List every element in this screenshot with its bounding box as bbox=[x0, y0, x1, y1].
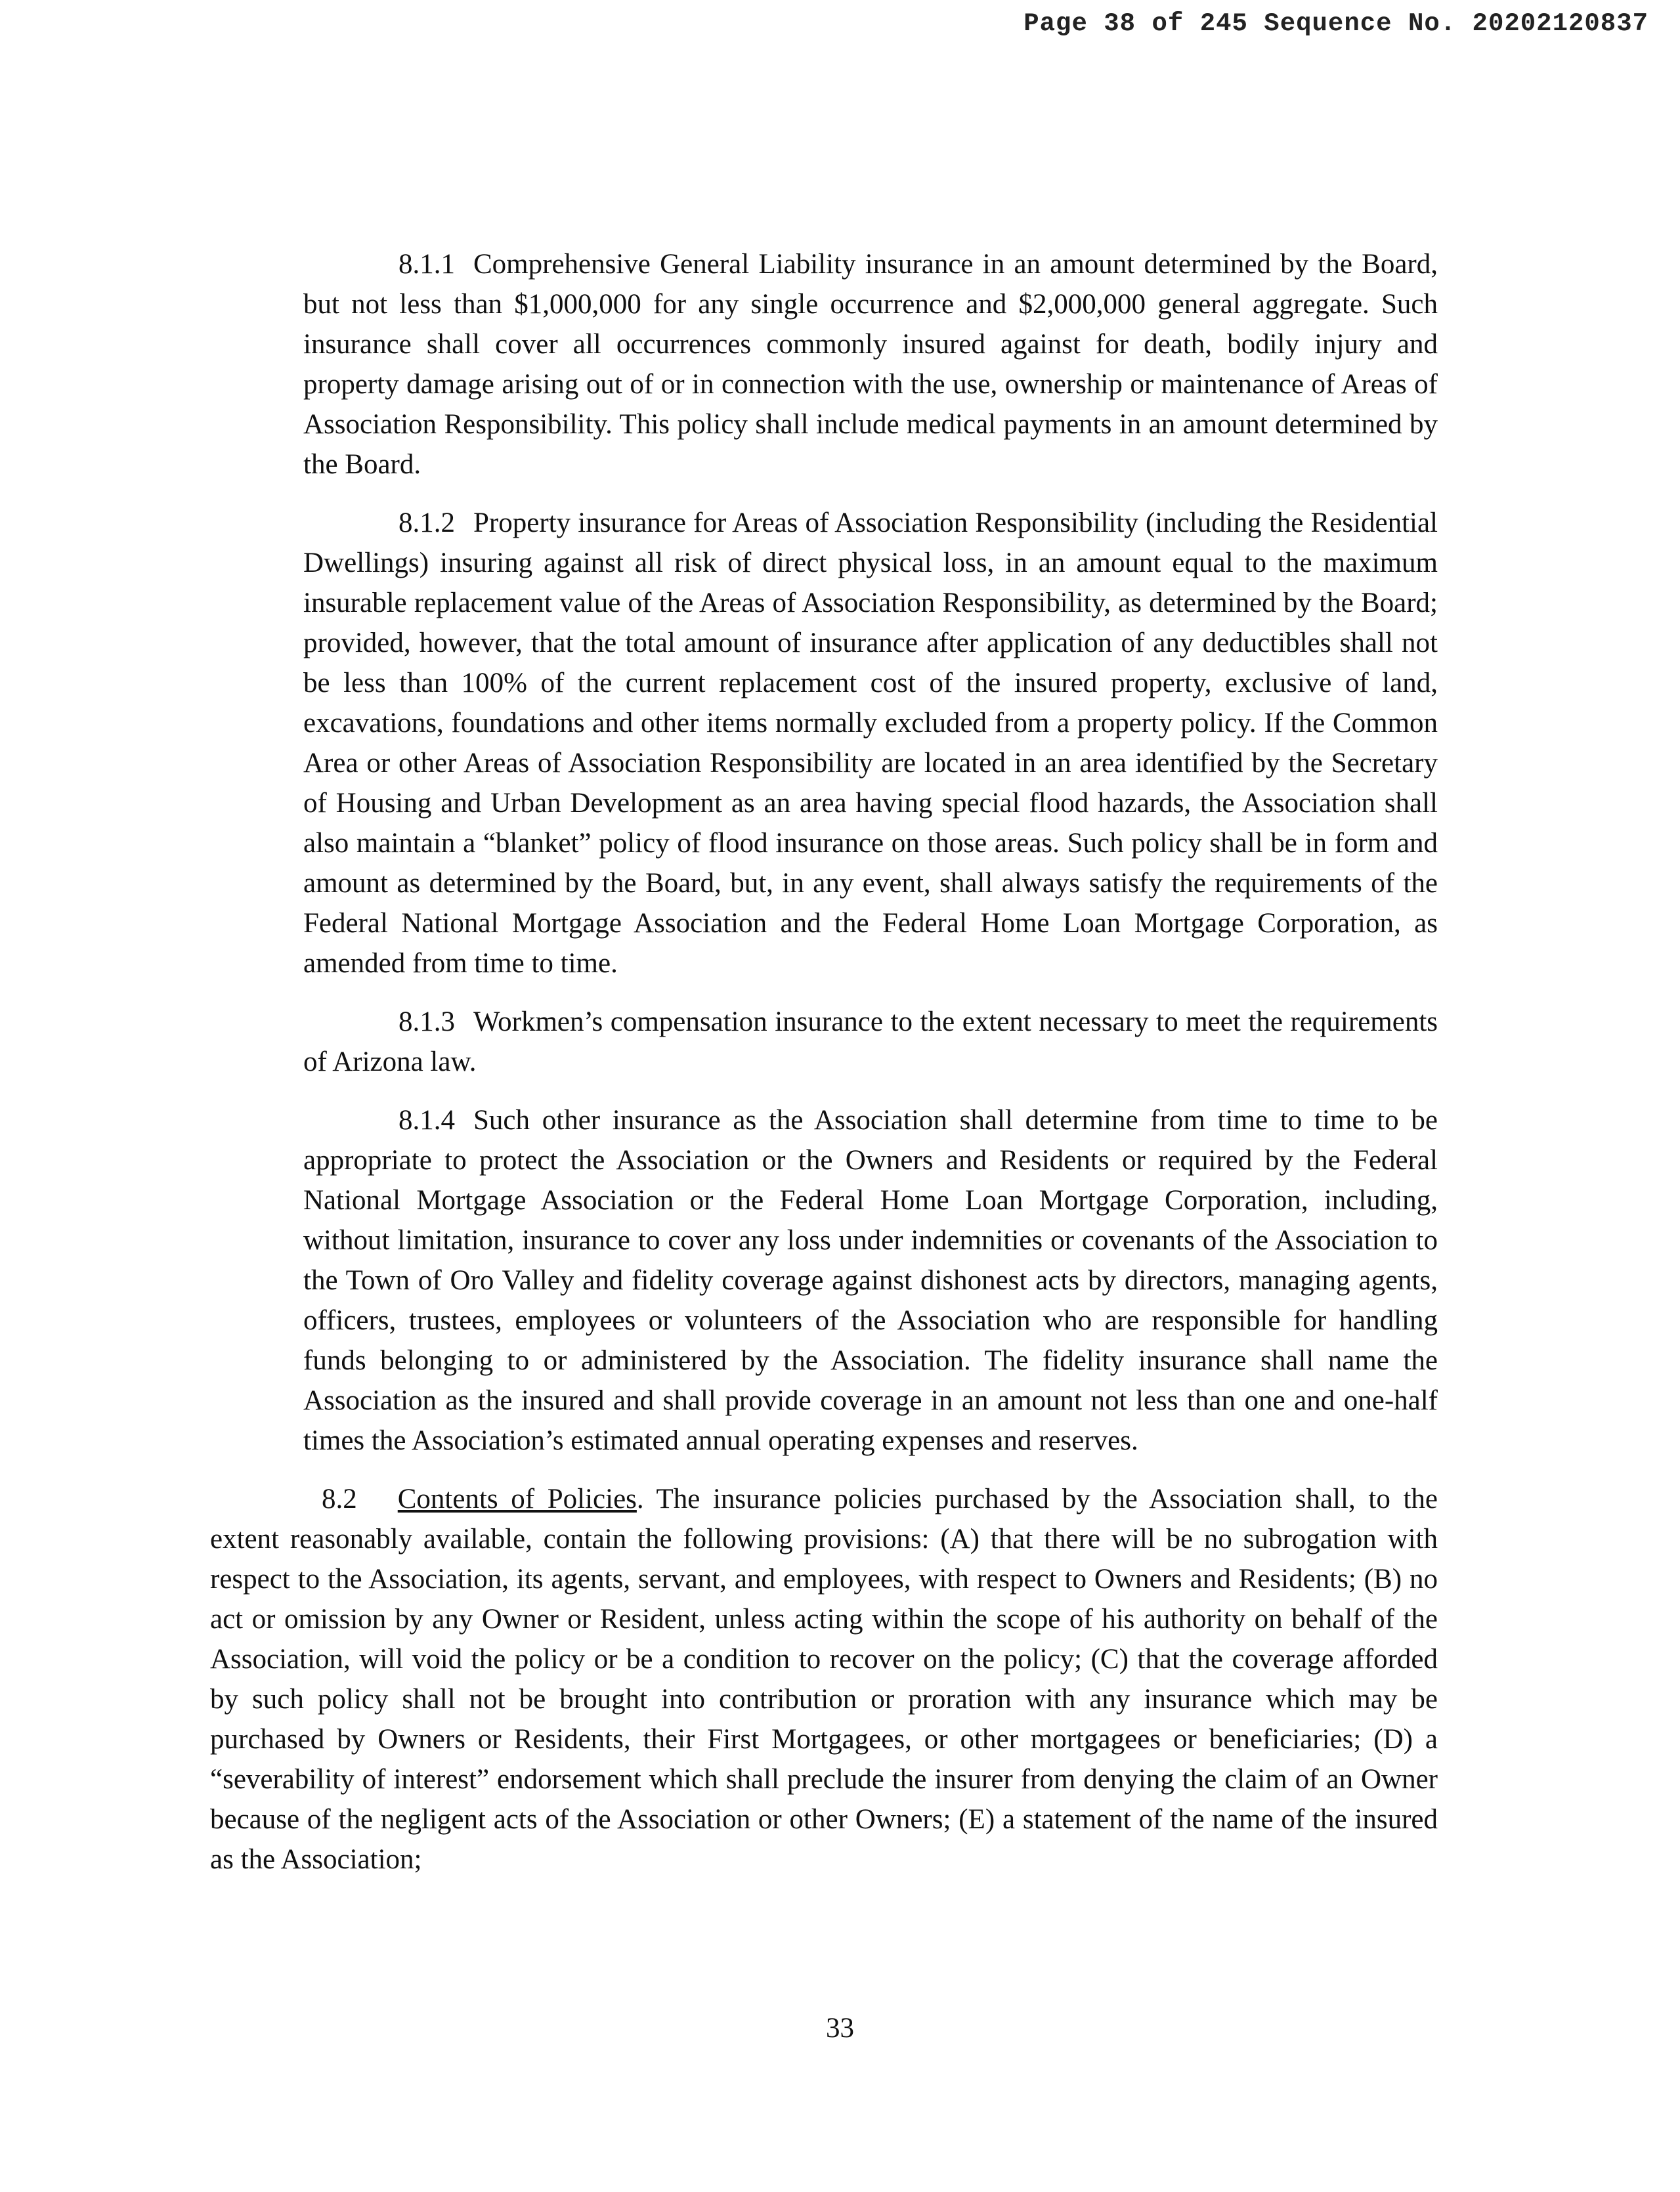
section-8-2 bbox=[210, 1479, 1438, 1880]
section-text: Property insurance for Areas of Association Responsibility (including the Residential Dwellings) insuring against all risk of direct physical loss, in an amount equal to the maximum insurable replacement value of the Areas of Association Responsibility, as determined by the Board; provided, however, that the total amount of insurance after application of any deductibles shall not be less than 100% of the current replacement cost of the insured property, exclusive of land, excavations, foundations and other items normally excluded from a property policy. If the Common Area or other Areas of Association Responsibility are located in an area identified by the Secretary of Housing and Urban Development as an area having special flood hazards, the Association shall also maintain a “blanket” policy of flood insurance on those areas. Such policy shall be in form and amount as determined by the Board, but, in any event, shall always satisfy the requirements of the Federal National Mortgage Association and the Federal Home Loan Mortgage Corporation, as amended from time to time. bbox=[303, 507, 1438, 979]
section-text: Comprehensive General Liability insurance in an amount determined by the Board, but not less than $1,000,000 for any single occurrence and $2,000,000 general aggregate. Such insurance shall cover all occurrences commonly insured against for death, bodily injury and property damage arising out of or in connection with the use, ownership or maintenance of Areas of Association Responsibility. This policy shall include medical payments in an amount determined by the Board. bbox=[303, 249, 1438, 480]
section-text: Such other insurance as the Association shall determine from time to time to be appropriate to protect the Association or the Owners and Residents or required by the Federal National Mortgage Association or the Federal Home Loan Mortgage Corporation, including, without limitation, insurance to cover any loss under indemnities or covenants of the Association to the Town of Oro Valley and fidelity coverage against dishonest acts by directors, managing agents, officers, trustees, employees or volunteers of the Association who are responsible for handling funds belonging to or administered by the Association. The fidelity insurance shall name the Association as the insured and shall provide coverage in an amount not less than one and one-half times the Association’s estimated annual operating expenses and reserves. bbox=[303, 1105, 1438, 1456]
section-8-1-4 bbox=[303, 1100, 1438, 1461]
page-number: 33 bbox=[826, 2013, 854, 2044]
section-8-1-3 bbox=[303, 1002, 1438, 1082]
section-8-1-2 bbox=[303, 503, 1438, 983]
section-number: 8.1.4 bbox=[398, 1105, 455, 1136]
section-number: 8.1.3 bbox=[398, 1006, 455, 1037]
section-number: 8.1.1 bbox=[398, 249, 455, 280]
section-text: . The insurance policies purchased by the Association shall, to the extent reasonably available, contain the following provisions: (A) that there will be no subrogation with respect to the Association, its agents, servant, and employees, with respect to Owners and Residents; (B) no act or omission by any Owner or Resident, unless acting within the scope of his authority on behalf of the Association, will void the policy or be a condition to recover on the policy; (C) that the coverage afforded by such policy shall not be brought into contribution or proration with any insurance which may be purchased by Owners or Residents, their First Mortgagees, or other mortgagees or beneficiaries; (D) a “severability of interest” endorsement which shall preclude the insurer from denying the claim of an Owner because of the negligent acts of the Association or other Owners; (E) a statement of the name of the insured as the Association; bbox=[210, 1484, 1438, 1875]
section-number: 8.2 bbox=[322, 1484, 357, 1515]
section-heading: Contents of Policies bbox=[397, 1484, 637, 1515]
section-number: 8.1.2 bbox=[398, 507, 455, 538]
document-body bbox=[210, 244, 1438, 1880]
page-sequence-header: Page 38 of 245 Sequence No. 20202120837 bbox=[1023, 9, 1648, 38]
section-text: Workmen’s compensation insurance to the extent necessary to meet the requirements of Arizona law. bbox=[303, 1006, 1438, 1077]
section-8-1-1 bbox=[303, 244, 1438, 484]
